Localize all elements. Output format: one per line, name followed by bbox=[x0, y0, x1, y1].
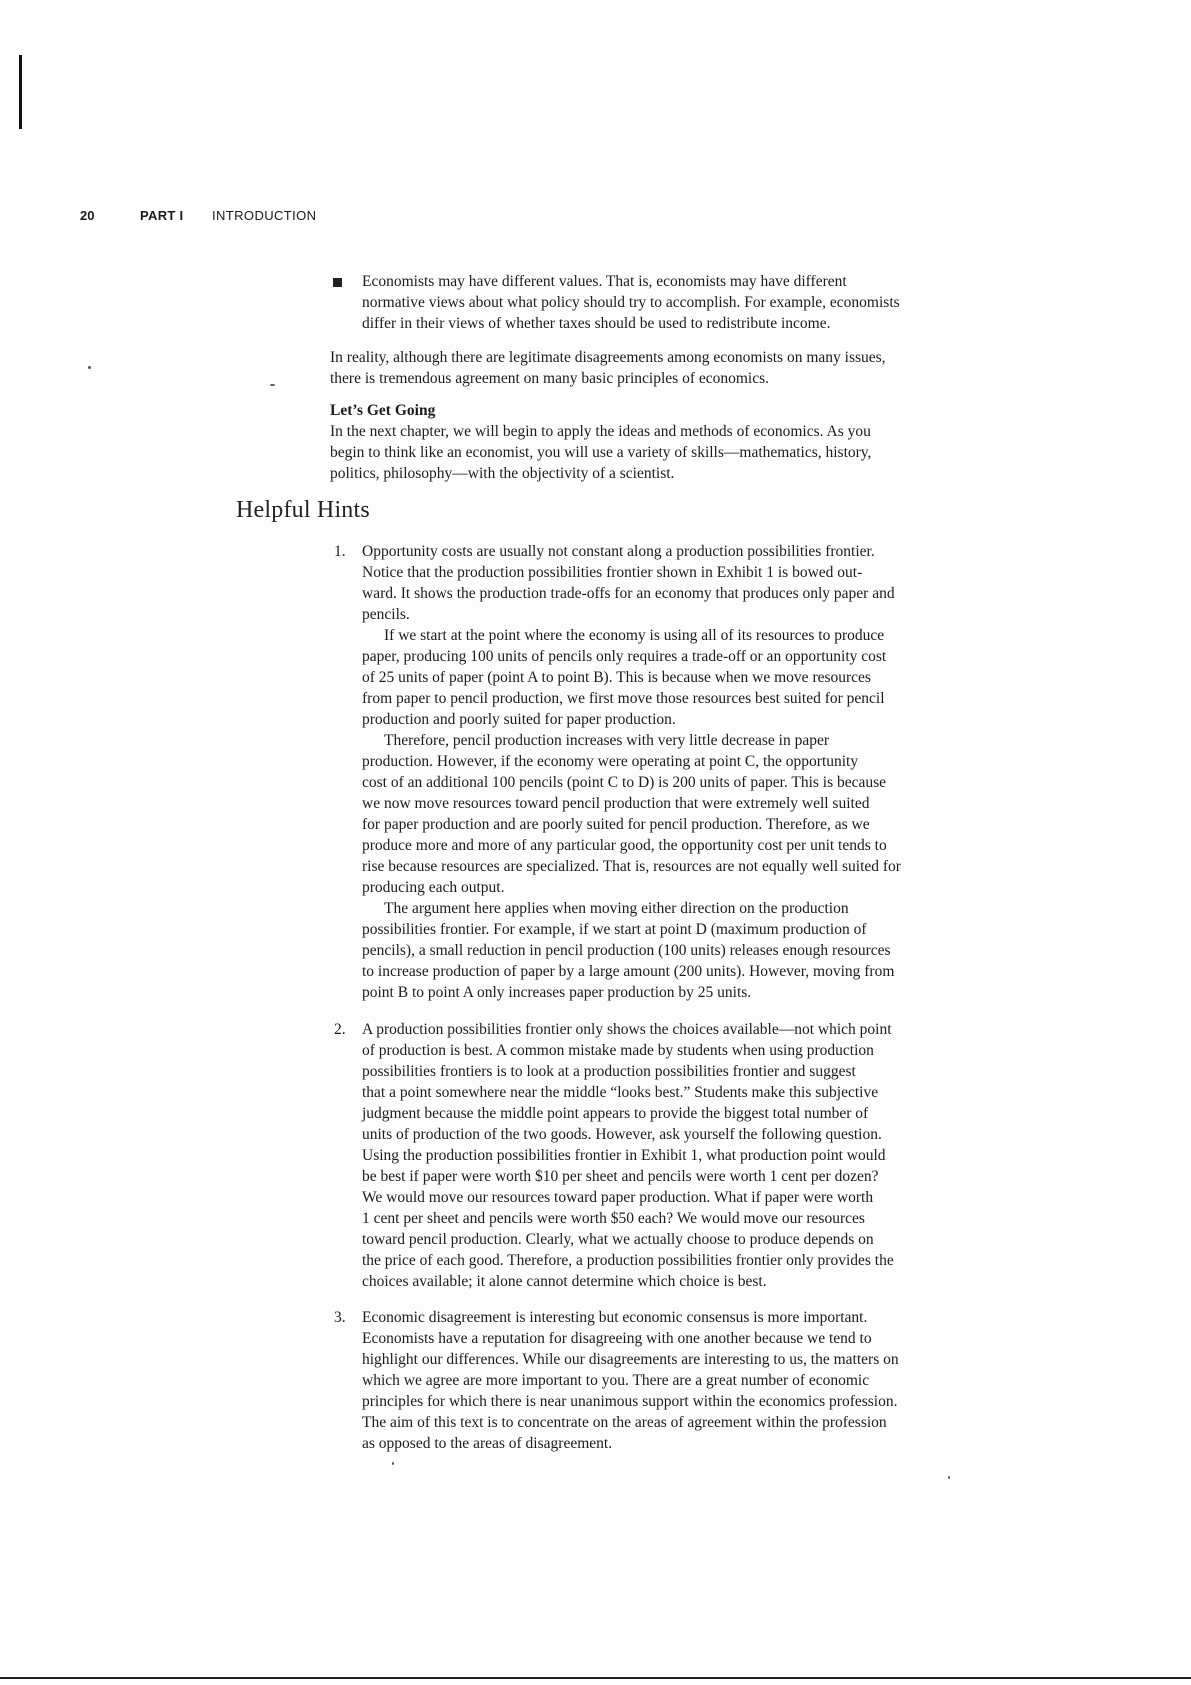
text-line: producing each output. bbox=[362, 879, 505, 896]
text-line: We would move our resources toward paper production. What if paper were worth bbox=[362, 1189, 874, 1206]
hint-number: 1. bbox=[334, 543, 346, 560]
text-line: differ in their views of whether taxes should be used to redistribute income. bbox=[362, 315, 831, 332]
bullet-paragraph bbox=[362, 271, 900, 334]
text-line: The aim of this text is to concentrate on the areas of agreement within the profession bbox=[362, 1414, 887, 1431]
text-line: judgment because the middle point appears to provide the biggest total number of bbox=[362, 1105, 869, 1122]
text-line: Economists have a reputation for disagreeing with one another because we tend to bbox=[362, 1330, 872, 1347]
text-line: to increase production of paper by a large amount (200 units). However, moving from bbox=[362, 963, 895, 980]
hint-item-2 bbox=[330, 1019, 970, 1292]
text-line: ward. It shows the production trade-offs for an economy that produces only paper and bbox=[362, 585, 895, 602]
bottom-edge-rule bbox=[0, 1677, 1191, 1679]
lets-get-going-heading: Let’s Get Going bbox=[330, 402, 436, 419]
text-line: which we agree are more important to you. There are a great number of economic bbox=[362, 1372, 870, 1389]
text-line: pencils), a small reduction in pencil production (100 units) releases enough resources bbox=[362, 942, 891, 959]
scan-speck bbox=[948, 1476, 950, 1479]
text-line: toward pencil production. Clearly, what we actually choose to produce depends on bbox=[362, 1231, 874, 1248]
page-number: 20 bbox=[80, 208, 95, 223]
hint-paragraph bbox=[362, 898, 970, 1003]
text-line: the price of each good. Therefore, a production possibilities frontier only provides the bbox=[362, 1252, 894, 1269]
text-line: normative views about what policy should try to accomplish. For example, economists bbox=[362, 294, 900, 311]
text-line: of 25 units of paper (point A to point B). This is because when we move resources bbox=[362, 669, 871, 686]
text-line: pencils. bbox=[362, 606, 410, 623]
text-line: A production possibilities frontier only shows the choices available—not which point bbox=[362, 1021, 892, 1038]
scan-speck bbox=[392, 1462, 394, 1465]
text-line: In reality, although there are legitimate disagreements among economists on many issues, bbox=[330, 349, 886, 366]
lets-get-going-paragraph bbox=[330, 421, 871, 484]
hint-number: 3. bbox=[334, 1309, 346, 1326]
text-line: of production is best. A common mistake made by students when using production bbox=[362, 1042, 874, 1059]
text-line: Using the production possibilities frontier in Exhibit 1, what production point would bbox=[362, 1147, 886, 1164]
text-line: produce more and more of any particular good, the opportunity cost per unit tends to bbox=[362, 837, 887, 854]
text-line: possibilities frontiers is to look at a production possibilities frontier and suggest bbox=[362, 1063, 856, 1080]
hint-paragraph bbox=[362, 1019, 970, 1292]
text-line: If we start at the point where the economy is using all of its resources to produce bbox=[384, 627, 885, 644]
text-line: Notice that the production possibilities frontier shown in Exhibit 1 is bowed out- bbox=[362, 564, 863, 581]
text-line: that a point somewhere near the middle “looks best.” Students make this subjective bbox=[362, 1084, 879, 1101]
text-line: The argument here applies when moving either direction on the production bbox=[384, 900, 849, 917]
text-line: Opportunity costs are usually not constant along a production possibilities frontier. bbox=[362, 543, 875, 560]
hint-paragraph bbox=[362, 1307, 970, 1454]
hint-number: 2. bbox=[334, 1021, 346, 1038]
text-line: politics, philosophy—with the objectivity of a scientist. bbox=[330, 465, 675, 482]
hint-paragraph bbox=[362, 541, 970, 625]
text-line: rise because resources are specialized. That is, resources are not equally well suited for bbox=[362, 858, 901, 875]
text-line: In the next chapter, we will begin to apply the ideas and methods of economics. As you bbox=[330, 423, 871, 440]
text-line: production and poorly suited for paper production. bbox=[362, 711, 676, 728]
text-line: cost of an additional 100 pencils (point C to D) is 200 units of paper. This is because bbox=[362, 774, 887, 791]
text-line: we now move resources toward pencil production that were extremely well suited bbox=[362, 795, 870, 812]
text-line: for paper production and are poorly suited for pencil production. Therefore, as we bbox=[362, 816, 870, 833]
text-line: possibilities frontier. For example, if we start at point D (maximum production of bbox=[362, 921, 867, 938]
text-line: units of production of the two goods. However, ask yourself the following question. bbox=[362, 1126, 882, 1143]
text-line: be best if paper were worth $10 per sheet and pencils were worth 1 cent per dozen? bbox=[362, 1168, 879, 1185]
text-line: principles for which there is near unanimous support within the economics profession. bbox=[362, 1393, 898, 1410]
scan-speck bbox=[88, 366, 91, 369]
text-line: point B to point A only increases paper production by 25 units. bbox=[362, 984, 752, 1001]
scan-speck bbox=[270, 384, 275, 386]
section-label: INTRODUCTION bbox=[212, 208, 317, 223]
hint-paragraph bbox=[362, 625, 970, 730]
text-line: highlight our differences. While our disagreements are interesting to us, the matters on bbox=[362, 1351, 899, 1368]
text-line: Therefore, pencil production increases with very little decrease in paper bbox=[384, 732, 829, 749]
helpful-hints-title: Helpful Hints bbox=[236, 497, 370, 523]
text-line: from paper to pencil production, we first move those resources best suited for pencil bbox=[362, 690, 885, 707]
text-line: production. However, if the economy were operating at point C, the opportunity bbox=[362, 753, 859, 770]
text-line: paper, producing 100 units of pencils only requires a trade-off or an opportunity cost bbox=[362, 648, 887, 665]
text-line: there is tremendous agreement on many basic principles of economics. bbox=[330, 370, 770, 387]
scan-edge-mark bbox=[19, 55, 22, 129]
text-line: Economic disagreement is interesting but economic consensus is more important. bbox=[362, 1309, 868, 1326]
square-bullet-icon bbox=[333, 278, 342, 287]
text-line: 1 cent per sheet and pencils were worth $50 each? We would move our resources bbox=[362, 1210, 865, 1227]
text-line: as opposed to the areas of disagreement. bbox=[362, 1435, 613, 1452]
reality-paragraph bbox=[330, 347, 886, 389]
part-label: PART I bbox=[140, 208, 184, 223]
hint-paragraph bbox=[362, 730, 970, 898]
hint-item-1 bbox=[330, 541, 970, 1003]
text-line: choices available; it alone cannot determine which choice is best. bbox=[362, 1273, 767, 1290]
text-line: Economists may have different values. That is, economists may have different bbox=[362, 273, 847, 290]
text-line: begin to think like an economist, you will use a variety of skills—mathematics, history, bbox=[330, 444, 872, 461]
hint-item-3 bbox=[330, 1307, 970, 1454]
